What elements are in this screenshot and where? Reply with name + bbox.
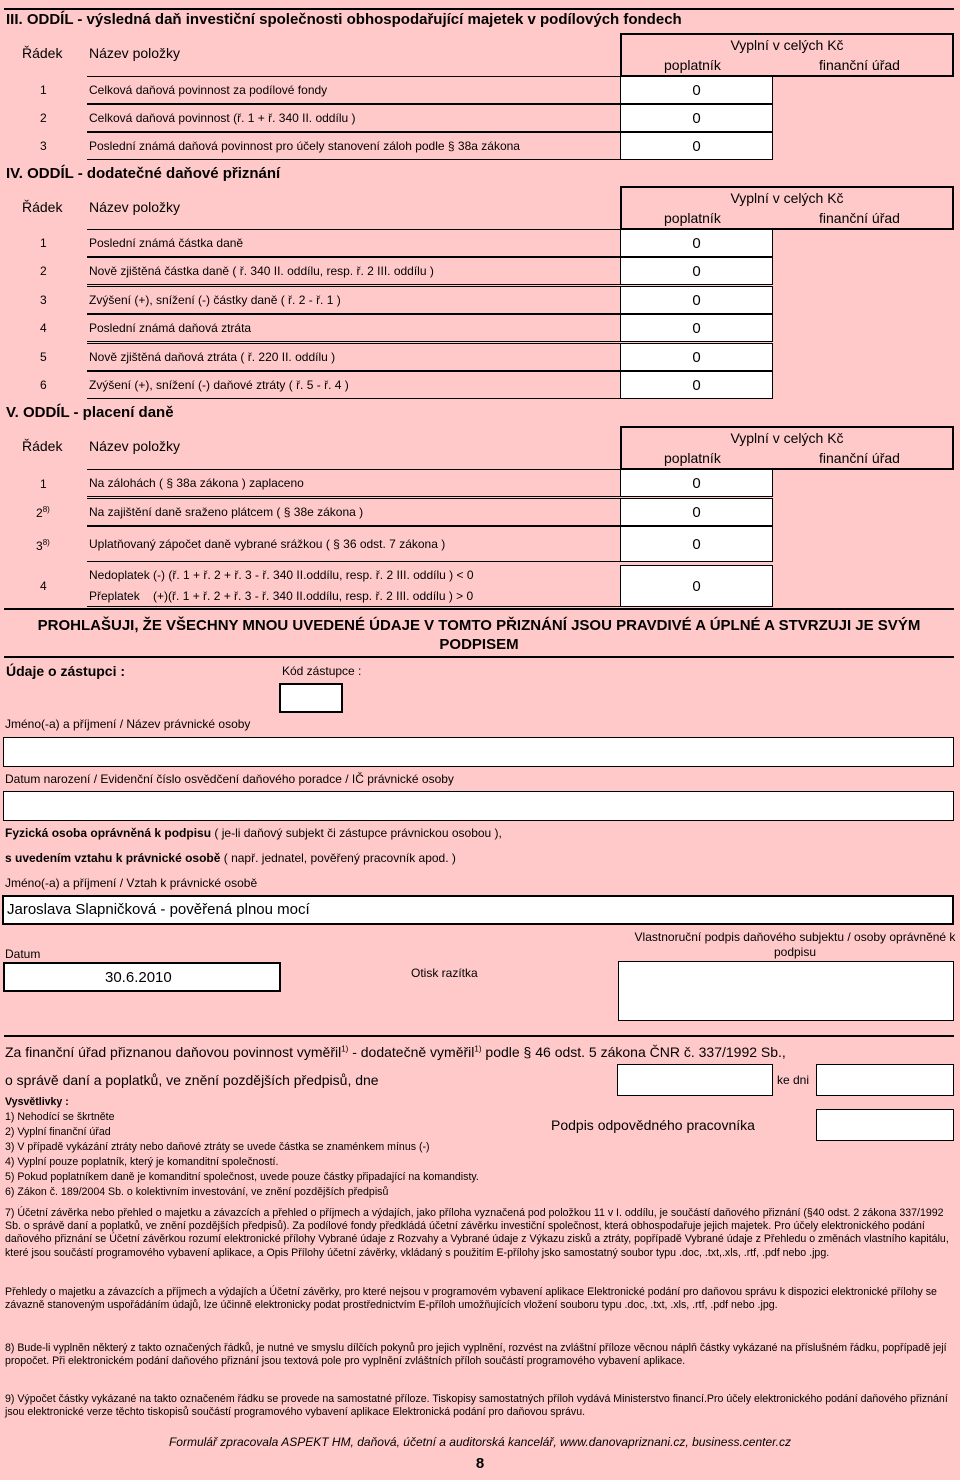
value-field[interactable]: 0 <box>620 132 773 160</box>
table-row: 2 Celková daňová povinnost (ř. 1 + ř. 340 II. oddílu ) 0 <box>0 104 960 132</box>
value-field[interactable]: 0 <box>620 343 773 371</box>
date-field[interactable]: 30.6.2010 <box>3 962 281 992</box>
office-line2: o správě daní a poplatků, ve znění pozdějších předpisů, dne <box>5 1072 379 1088</box>
official-sign-label: Podpis odpovědného pracovníka <box>551 1117 755 1133</box>
office-divider <box>4 1035 954 1037</box>
table-row: 3 Zvýšení (+), snížení (-) částky daně ( ř. 2 - ř. 1 ) 0 <box>0 286 960 314</box>
value-field[interactable]: 0 <box>620 104 773 132</box>
header-subcols <box>620 448 954 470</box>
note-item: 1) Nehodící se škrtněte <box>5 1111 115 1123</box>
ke-dni-field[interactable] <box>816 1064 954 1096</box>
value-field[interactable]: 0 <box>620 229 773 257</box>
section-iv-title: IV. ODDÍL - dodatečné daňové přiznání <box>6 165 281 182</box>
header-radek: Řádek <box>22 438 63 454</box>
table-row: 4 Poslední známá daňová ztráta 0 <box>0 314 960 342</box>
value-field[interactable]: 0 <box>620 371 773 399</box>
section-iv <box>0 162 960 402</box>
footer-text: Formulář zpracovala ASPEKT HM, daňová, účetní a auditorská kancelář, www.danovapriznani.cz, business.center.cz <box>168 1435 792 1449</box>
note-7b: Přehledy o majetku a závazcích a příjmech a výdajích a Účetní závěrky, pro které nejsou v programovém vybavení aplikace Elektronické podání pro daňovou správu k dispozici elektronické přílohy se závazně stanoveným uspořádáním údajů, lze účinně elektronicky podat prostřednictvím E-příloh umožňujících vložení souboru typu .doc, .txt, .xls, .rtf, .pdf nebo .jpg. <box>5 1286 937 1312</box>
header-subcols <box>620 55 954 77</box>
header-vyplni: Vyplní v celých Kč <box>620 33 954 55</box>
value-field[interactable]: 0 <box>620 498 773 526</box>
office-line1: Za finanční úřad přiznanou daňovou povinnost vyměřil$^{1)}$ - dodatečně vyměřil$^{1)}$ podle § 46 odst. 5 zákona ČNR č. 337/1992 Sb., <box>5 1044 786 1060</box>
header-nazev: Název položky <box>89 438 181 454</box>
rep-code-field[interactable] <box>279 683 343 713</box>
declaration-text: PROHLAŠUJI, ŽE VŠECHNY MNOU UVEDENÉ ÚDAJE V TOMTO PŘIZNÁNÍ JSOU PRAVDIVÉ A ÚPLNÉ A STVRZUJI JE SVÝM PODPISEM <box>37 617 921 653</box>
rep-dob-label: Datum narození / Evidenční číslo osvědčení daňového poradce / IČ právnické osoby <box>5 772 454 786</box>
section-v-title: V. ODDÍL - placení daně <box>6 404 174 421</box>
note-9: 9) Výpočet částky vykázané na takto označeném řádku se provede na samostatné příloze. Tiskopisy samostatných příloh vydává Ministerstvo financí.Pro účely elektronického podání daňového přiznání jsou elektronické verze těchto tiskopisů součástí programového vybavení aplikace Elektronická podání pro daňovou správu. <box>5 1393 948 1419</box>
section-iii-title: III. ODDÍL - výsledná daň investiční společnosti obhospodařující majetek v podílových fondech <box>6 11 682 28</box>
signer-line2: s uvedením vztahu k právnické osobě ( např. jednatel, pověřený pracovník apod. ) <box>5 851 456 865</box>
date-label: Datum <box>5 947 41 961</box>
official-sign-field[interactable] <box>816 1109 954 1141</box>
header-radek: Řádek <box>22 45 63 61</box>
note-7: 7) Účetní závěrka nebo přehled o majetku a závazcích a přehled o příjmech a výdajích, jako příloha vyznačená pod položkou 11 v I. oddílu, je součástí daňového přiznání (§40 odst. 2 zákona 337/1992 Sb. o správě daní a poplatků, ve znění pozdějších předpisů). Za podílové fondy předkládá účetní závěrku investiční společnost, která obhospodařuje jejich majetek. Pro účely elektronického podání daňového přiznání se Účetní závěrkou rozumí elektronické přílohy Vybrané údaje z Rozvahy a Vybrané údaje z Výkazu zisků a ztráty, popřípadě Vybrané údaje z Přehledu o změnách vlastního kapitálu, které jsou součástí programového vybavení aplikace, a Opis Přílohy účetní závěrky, vkládaný s použitím E-přílohy jsko samostatný soubor typu .doc, .txt,.xls, .rtf, .pdf nebo .jpg. <box>5 1207 949 1259</box>
table-row: 2 Nově zjištěná částka daně ( ř. 340 II. oddílu, resp. ř. 2 III. oddílu ) 0 <box>0 257 960 285</box>
header-poplatnik: poplatník <box>664 57 721 73</box>
page-number: 8 <box>475 1455 485 1472</box>
signer-line1: Fyzická osoba oprávněná k podpisu ( je-li daňový subjekt či zástupce právnickou osobou ), <box>5 826 502 840</box>
table-row: 2$^{8)}$ Na zajištění daně sraženo plátcem ( § 38e zákona ) 0 <box>0 498 960 526</box>
notes-title: Vysvětlivky : <box>5 1096 69 1108</box>
note-item: 6) Zákon č. 189/2004 Sb. o kolektivním investování, ve znění pozdějších předpisů <box>5 1186 389 1198</box>
header-poplatnik: poplatník <box>664 450 721 466</box>
declaration <box>4 608 954 658</box>
header-subcols <box>620 208 954 230</box>
section-v <box>0 402 960 608</box>
header-urad: finanční úřad <box>819 210 900 226</box>
table-row: 6 Zvýšení (+), snížení (-) daňové ztráty ( ř. 5 - ř. 4 ) 0 <box>0 371 960 399</box>
value-field[interactable]: 0 <box>620 565 773 607</box>
note-item: 2) Vyplní finanční úřad <box>5 1126 111 1138</box>
table-row: 1 Celková daňová povinnost za podílové fondy 0 <box>0 76 960 104</box>
rep-dob-field[interactable] <box>3 791 954 821</box>
stamp-label: Otisk razítka <box>411 966 478 980</box>
rep-name-label: Jméno(-a) a příjmení / Název právnické osoby <box>5 717 251 731</box>
header-vyplni: Vyplní v celých Kč <box>620 426 954 448</box>
note-item: 5) Pokud poplatníkem daně je komanditní společnost, uvede pouze částky připadající na komandisty. <box>5 1171 479 1183</box>
header-poplatnik: poplatník <box>664 210 721 226</box>
note-item: 4) Vyplní pouze poplatník, který je komanditní společností. <box>5 1156 279 1168</box>
note-item: 3) V případě vykázání ztráty nebo daňové ztráty se uvede částka se znaménkem mínus (-) <box>5 1141 430 1153</box>
note-8: 8) Bude-li vyplněn některý z takto označených řádků, je nutné ve smyslu dílčích pokynů pro jejich vyplnění, rozvést na zvláštní příloze věcnou náplň částky vykázané na příslušném řádku, popřípadě její propočet. Při elektronickém podání daňového přiznání jsou textová pole pro vyplnění zvláštních příloh součástí programového vybavení aplikace. <box>5 1342 947 1368</box>
signature-field[interactable] <box>618 961 954 1021</box>
header-nazev: Název položky <box>89 45 181 61</box>
signer-name-field[interactable]: Jaroslava Slapničková - pověřená plnou mocí <box>2 895 954 925</box>
rep-title: Údaje o zástupci : <box>6 663 126 679</box>
table-row: 1 Poslední známá částka daně 0 <box>0 229 960 257</box>
header-urad: finanční úřad <box>819 57 900 73</box>
header-nazev: Název položky <box>89 199 181 215</box>
ke-dni-label: ke dni <box>777 1073 810 1087</box>
table-row: 4 Nedoplatek (-) (ř. 1 + ř. 2 + ř. 3 - ř. 340 II.oddílu, resp. ř. 2 III. oddílu ) < 0 Přeplatek (+)(ř. 1 + ř. 2 + ř. 3 - ř. 340 II.oddílu, resp. ř. 2 III. oddílu ) > 0 0 <box>0 565 960 607</box>
office-date-field[interactable] <box>617 1064 773 1096</box>
rep-name-field[interactable] <box>3 737 954 767</box>
value-field[interactable]: 0 <box>620 257 773 285</box>
value-field[interactable]: 0 <box>620 314 773 342</box>
header-vyplni: Vyplní v celých Kč <box>620 186 954 208</box>
header-radek: Řádek <box>22 199 63 215</box>
table-row: 3$^{8)}$ Uplatňovaný zápočet daně vybrané srážkou ( § 36 odst. 7 zákona ) 0 <box>0 526 960 562</box>
sign-box-label: Vlastnoruční podpis daňového subjektu / osoby oprávněné k podpisu <box>634 930 956 959</box>
section-iii <box>0 0 960 162</box>
signer-name-label: Jméno(-a) a příjmení / Vztah k právnické osobě <box>5 876 258 890</box>
table-row: 1 Na zálohách ( § 38a zákona ) zaplaceno 0 <box>0 469 960 497</box>
value-field[interactable]: 0 <box>620 469 773 497</box>
value-field[interactable]: 0 <box>620 286 773 314</box>
header-urad: finanční úřad <box>819 450 900 466</box>
value-field[interactable]: 0 <box>620 526 773 562</box>
value-field[interactable]: 0 <box>620 76 773 104</box>
table-row: 5 Nově zjištěná daňová ztráta ( ř. 220 II. oddílu ) 0 <box>0 343 960 371</box>
table-row: 3 Poslední známá daňová povinnost pro účely stanovení záloh podle § 38a zákona 0 <box>0 132 960 160</box>
rep-code-label: Kód zástupce : <box>282 664 362 678</box>
